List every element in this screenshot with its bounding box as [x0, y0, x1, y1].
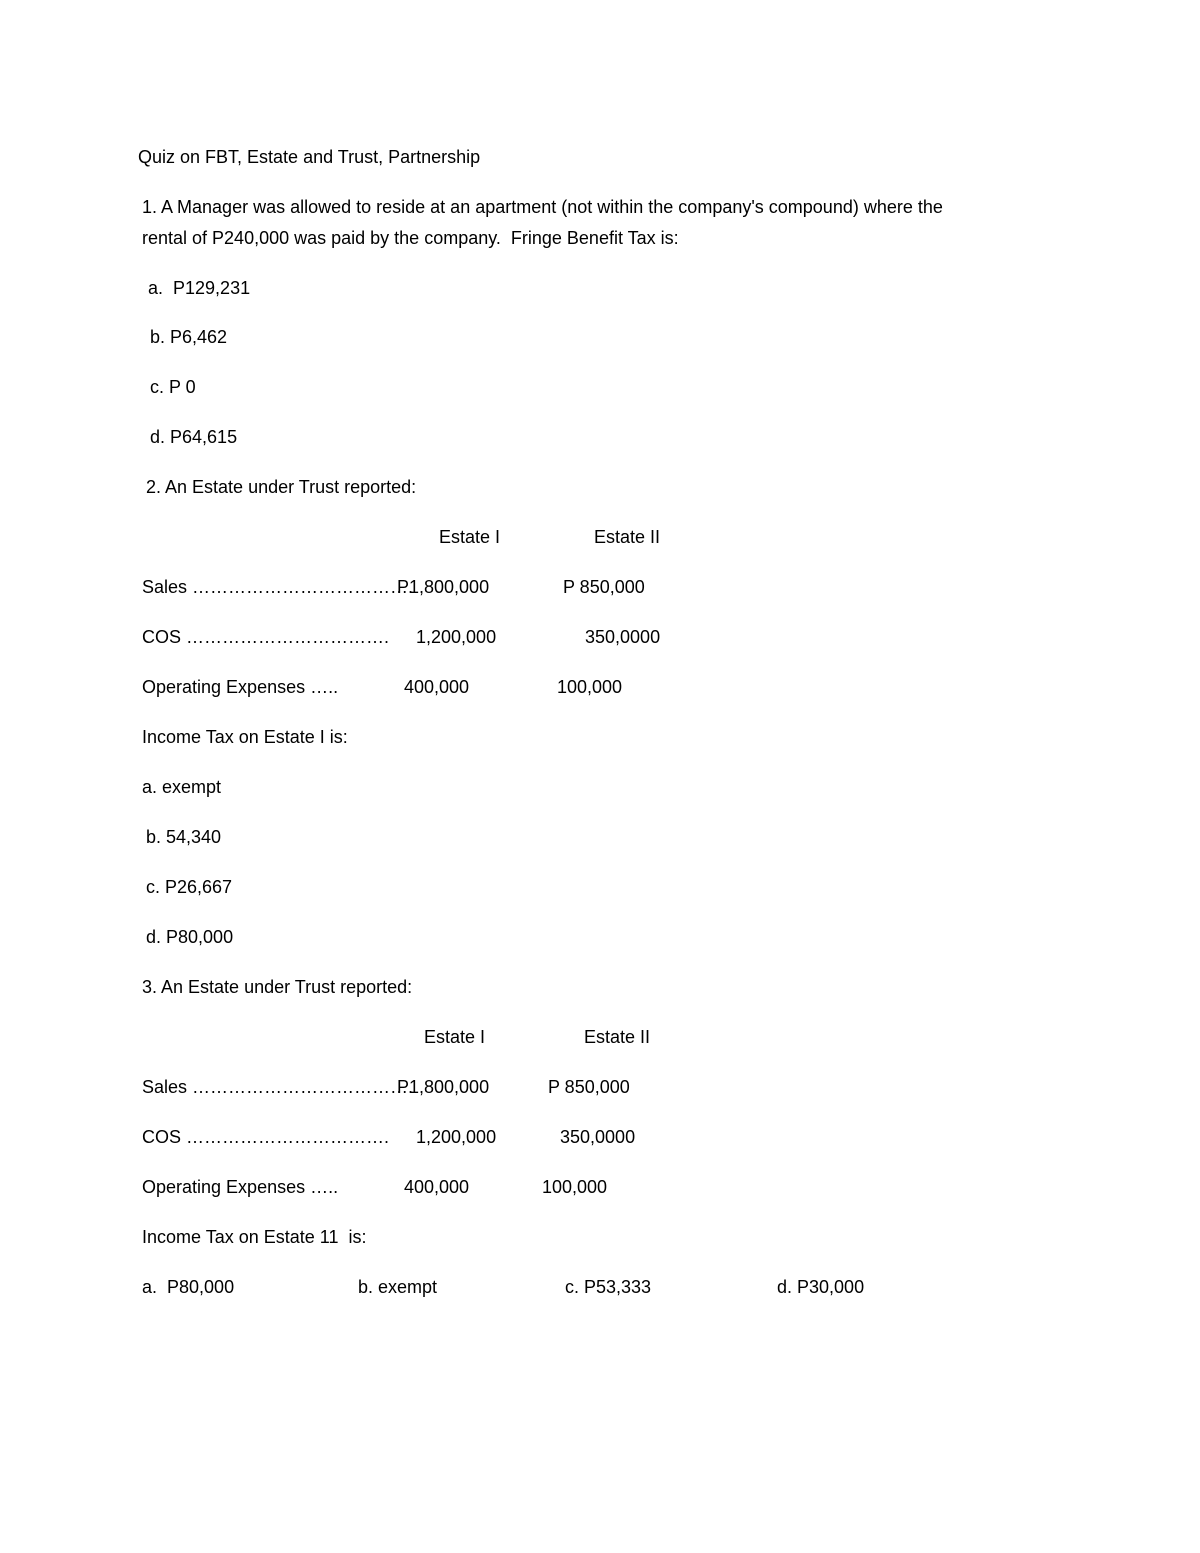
q1-option-b: b. P6,462 [150, 327, 228, 347]
q2-row-sales-label: Sales ………………………………. [142, 577, 414, 597]
q2-row-sales-estate1: P1,800,000 [397, 577, 490, 597]
q1-option-c: c. P 0 [150, 377, 196, 397]
q3-option-c: c. P53,333 [565, 1277, 652, 1297]
q1-text-line1: 1. A Manager was allowed to reside at an apartment (not within the company's compound) where the [142, 197, 943, 217]
q3-row-sales-estate2: P 850,000 [548, 1077, 630, 1097]
q3-row-cos-estate1: 1,200,000 [416, 1127, 497, 1147]
q2-row-sales-estate2: P 850,000 [563, 577, 645, 597]
q3-header-estate1: Estate I [424, 1027, 486, 1047]
q2-question: 2. An Estate under Trust reported: [146, 477, 417, 497]
q2-option-c: c. P26,667 [146, 877, 233, 897]
q2-header-estate1: Estate I [439, 527, 501, 547]
q3-row-sales-label: Sales ………………………………. [142, 1077, 414, 1097]
q2-prompt: Income Tax on Estate I is: [142, 727, 348, 747]
q2-option-b: b. 54,340 [146, 827, 222, 847]
q3-option-d: d. P30,000 [777, 1277, 865, 1297]
q2-option-a: a. exempt [142, 777, 222, 797]
q1-option-a: a. P129,231 [148, 278, 251, 298]
q3-row-sales-estate1: P1,800,000 [397, 1077, 490, 1097]
q3-row-cos-label: COS ……………………………. [142, 1127, 390, 1147]
q2-row-cos-estate2: 350,0000 [585, 627, 661, 647]
page-title: Quiz on FBT, Estate and Trust, Partnership [138, 147, 481, 167]
q3-row-opex-label: Operating Expenses ….. [142, 1177, 339, 1197]
q2-header-estate2: Estate II [594, 527, 661, 547]
q2-row-opex-estate2: 100,000 [557, 677, 623, 697]
q2-row-cos-estate1: 1,200,000 [416, 627, 497, 647]
q3-row-opex-estate1: 400,000 [404, 1177, 470, 1197]
q3-row-opex-estate2: 100,000 [542, 1177, 608, 1197]
q2-row-opex-label: Operating Expenses ….. [142, 677, 339, 697]
q3-question: 3. An Estate under Trust reported: [142, 977, 413, 997]
q2-row-opex-estate1: 400,000 [404, 677, 470, 697]
q2-row-cos-label: COS ……………………………. [142, 627, 390, 647]
q1-text-line2: rental of P240,000 was paid by the company. Fringe Benefit Tax is: [142, 228, 679, 248]
q3-header-estate2: Estate II [584, 1027, 651, 1047]
q1-option-d: d. P64,615 [150, 427, 238, 447]
q3-option-b: b. exempt [358, 1277, 438, 1297]
q3-row-cos-estate2: 350,0000 [560, 1127, 636, 1147]
q2-option-d: d. P80,000 [146, 927, 234, 947]
q3-option-a: a. P80,000 [142, 1277, 235, 1297]
q3-prompt: Income Tax on Estate 11 is: [142, 1227, 367, 1247]
